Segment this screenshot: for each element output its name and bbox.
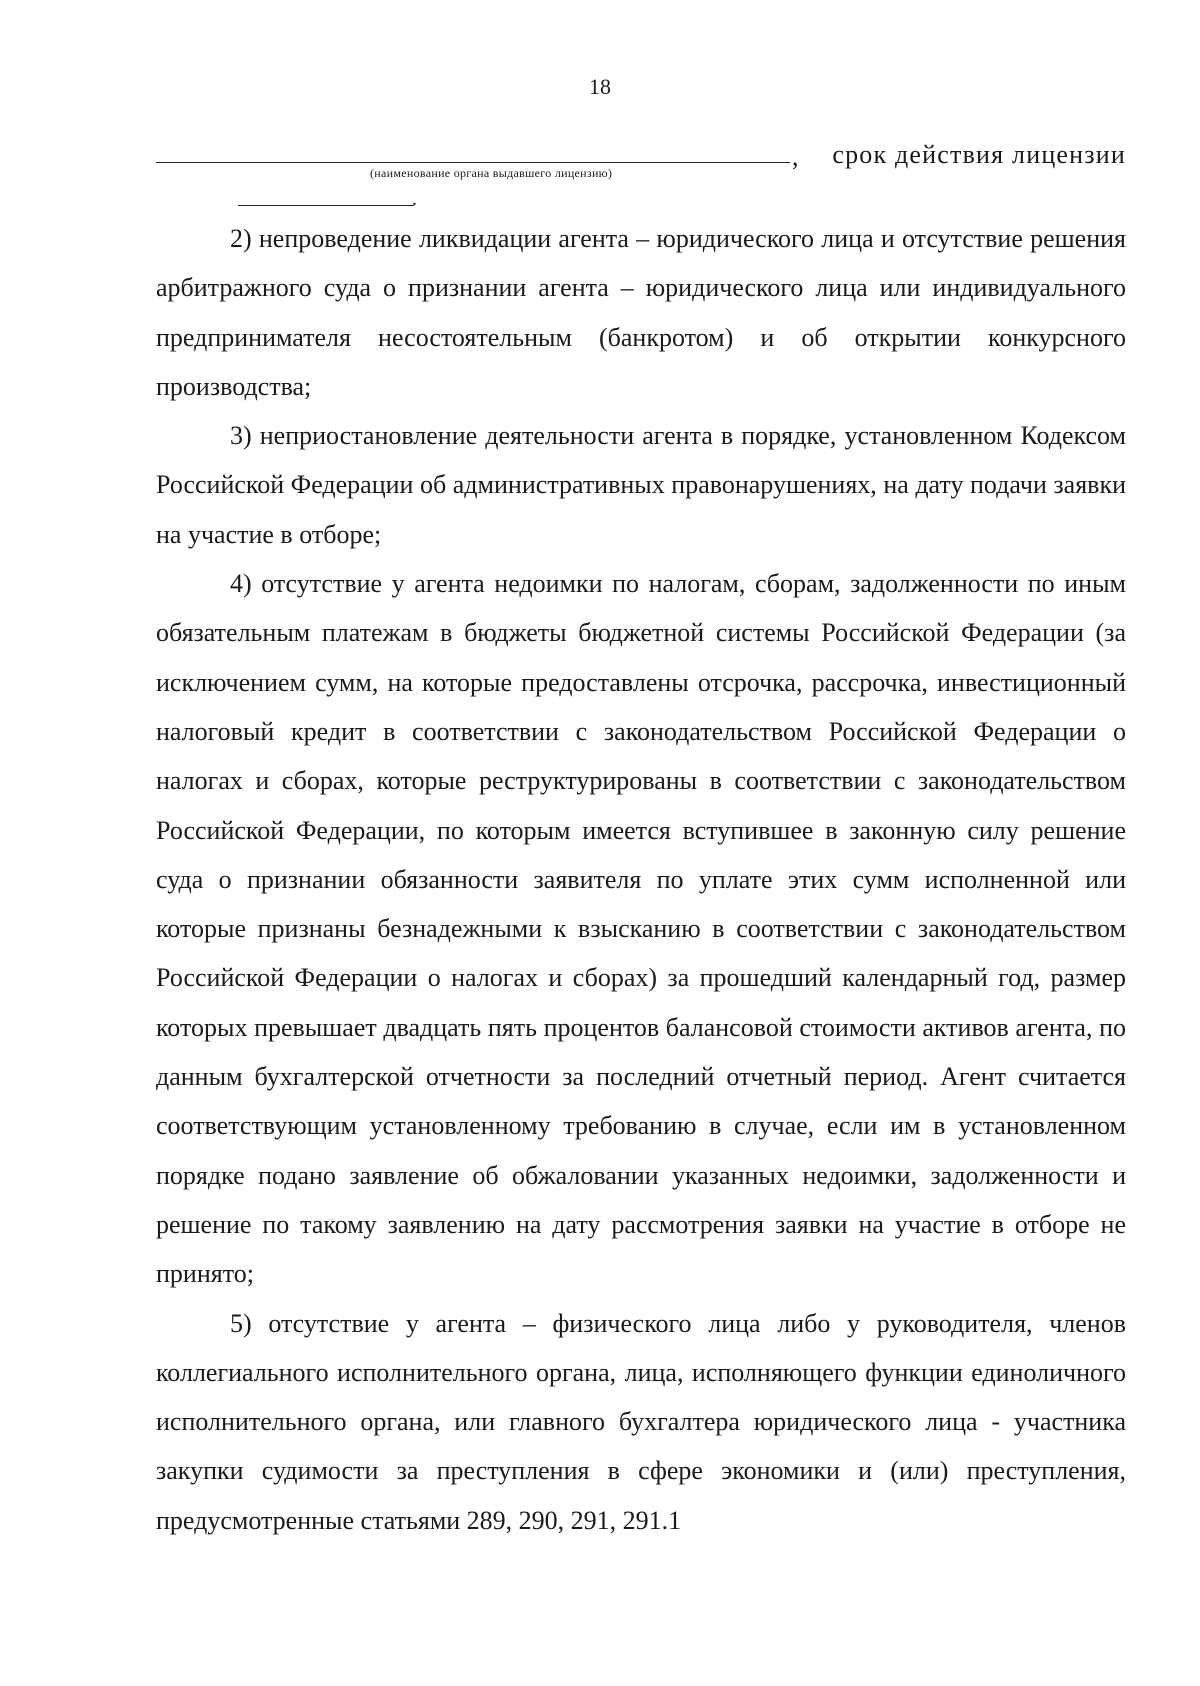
paragraph-item-2: 2) непроведение ликвидации агента – юридического лица и отсутствие решения арбитражного суда о признании агента – юридического лица или индивидуального предпринимателя несостоятельным (банкротом) и об открытии конкурсного производства; (156, 224, 1126, 401)
licence-validity-label: срок действия лицензии (832, 140, 1126, 169)
paragraph-item-3: 3) неприостановление деятельности агента в порядке, установленном Кодексом Российской Федерации об административных правонарушениях, на дату подачи заявки на участие в отборе; (156, 421, 1126, 549)
licence-issuer-line (156, 136, 1126, 176)
paragraph-item-5: 5) отсутствие у агента – физического лица либо у руководителя, членов коллегиального исполнительного органа, лица, исполняющего функции единоличного исполнительного органа, или главного бухгалтера юридического лица - участника закупки судимости за преступления в сфере экономики и (или) преступления, предусмотренные статьями 289, 290, 291, 291.1 (156, 1308, 1126, 1535)
validity-blank-line (238, 205, 414, 206)
issuer-comma: , (792, 142, 799, 171)
issuer-blank-line (156, 162, 790, 163)
issuer-caption: (наименование органа выдавшего лицензию) (370, 166, 613, 180)
body-text (156, 214, 1126, 1545)
page-number: 18 (589, 74, 611, 99)
validity-period-dot: . (412, 188, 417, 210)
paragraph-item-4: 4) отсутствие у агента недоимки по налогам, сборам, задолженности по иным обязательным платежам в бюджеты бюджетной системы Российской Федерации (за исключением сумм, на которые предоставлены отсрочка, рассрочка, инвестиционный налоговый кредит в соответствии с законодательством Российской Федерации о налогах и сборах, которые реструктурированы в соответствии с законодательством Российской Федерации, по которым имеется вступившее в законную силу решение суда о признании обязанности заявителя по уплате этих сумм исполненной или которые признаны безнадежными к взысканию в соответствии с законодательством Российской Федерации о налогах и сборах) за прошедший календарный год, размер которых превышает двадцать пять процентов балансовой стоимости активов агента, по данным бухгалтерской отчетности за последний отчетный период. Агент считается соответствующим установленному требованию в случае, если им в установленном порядке подано заявление об обжаловании указанных недоимки, задолженности и решение по такому заявлению на дату рассмотрения заявки на участие в отборе не принято; (156, 569, 1126, 1289)
